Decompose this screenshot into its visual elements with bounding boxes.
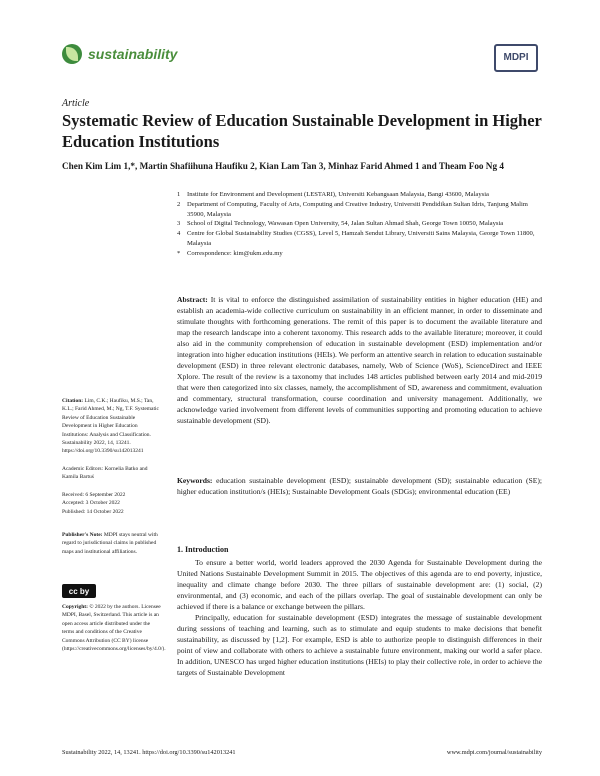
affiliation-item: 2 Department of Computing, Faculty of Arts, Computing and Creative Industry, Universiti Pendidikan Sultan Idris, Tanjung Malim 35900, Malaysia <box>177 200 528 218</box>
section-heading: 1. Introduction <box>177 545 229 554</box>
publisher-note: Publisher's Note: MDPI stays neutral with regard to jurisdictional claims in published maps and institutional affiliations. <box>62 532 158 555</box>
journal-logo <box>62 44 177 64</box>
abstract <box>177 294 542 426</box>
received-date: Received: 6 September 2022 <box>62 492 126 498</box>
abstract-label: Abstract: <box>177 295 208 304</box>
academic-editors: Academic Editors: Kornelia Batko and Kamila Bartuś <box>62 466 148 481</box>
footer-citation[interactable]: Sustainability 2022, 14, 13241. https://doi.org/10.3390/su142013241 <box>62 749 236 756</box>
abstract-text: It is vital to enforce the distinguished assimilation of sustainability entities in higher education (HE) and establish an academia-wide collective curriculum on sustainability in an efficient manner, in order to disseminate and stimulate thoughts with forthcoming generations. The remit of this paper is to document the available literature and map the research landscape into a coherent taxonomy. This research adds to the available literature; moreover, it could also aid in the community comprehension of education in sustainable development (ESD) implementation and/or integration into higher education institutions (HEIs). We perform an attentive search in relation to education sustainable development (ESD) in three relevant electronic databases, namely, Web of Science (WoS), ScienceDirect and IEEE Xplore. The result of the review is a taxonomy that includes 148 articles published between early 2014 and mid-2019 that were then categorized into six classes, namely, the accomplishment of SD, awareness and commitment, evaluation and commentary, structural transformation, course coordination and university management. Additionally, we acknowledge varied involvement from different levels of communities supporting and promoting education to achieve sustainable development (SD). <box>177 295 542 425</box>
citation: Citation: Lim, C.K.; Haufiku, M.S.; Tan, K.L.; Farid Ahmed, M.; Ng, T.F. Systematic Review of Education Sustainable Development in Higher Education Institutions: Analysis and Classification. Sustainability 2022, 14, 13241. https://doi.org/10.3390/su142013241 <box>62 398 159 455</box>
accepted-date: Accepted: 3 October 2022 <box>62 500 120 507</box>
paragraph: To ensure a better world, world leaders approved the 2030 Agenda for Sustainable Development during the United Nations Sustainable Development Summit in 2015. The objectives of this agenda are to end poverty, injustice, inequality and climate change before 2030. The three pillars of sustainable development are: (1) social, (2) environmental, and (3) economic, and each of the pillars overlap. The goal of sustainable development can only be achieved if there is a balance or exchange between the pillars. <box>177 558 542 611</box>
affiliations <box>177 190 542 259</box>
leaf-icon <box>62 44 82 64</box>
published-date: Published: 14 October 2022 <box>62 508 124 515</box>
cc-by-license-icon[interactable]: cc by <box>62 584 96 598</box>
affiliation-item: 1 Institute for Environment and Development (LESTARI), Universiti Kebangsaan Malaysia, Bangi 43600, Malaysia <box>177 191 489 198</box>
journal-name: sustainability <box>88 46 178 62</box>
keywords <box>177 475 542 497</box>
correspondence: * Correspondence: kim@ukm.edu.my <box>177 249 283 257</box>
footer-url[interactable]: www.mdpi.com/journal/sustainability <box>446 749 542 756</box>
introduction-text <box>177 557 542 678</box>
author-list: Chen Kim Lim 1,*, Martin Shafiihuna Haufiku 2, Kian Lam Tan 3, Minhaz Farid Ahmed 1 and Theam Foo Ng 4 <box>62 161 504 171</box>
keywords-text: education sustainable development (ESD); sustainable development (SD); sustainable education (SE); higher education institution/s (HEIs); Sustainable Development Goals (SDGs); environmental education (EE) <box>177 476 542 496</box>
paragraph: Principally, education for sustainable development (ESD) integrates the message of sustainable development during sessions of teaching and learning, such as to stimulate and equip students to make decisions that benefit sustainability, as discussed by [1,2]. For example, ESD is able to authorize people to distinguish differences in their point of view and collaborate with others to achieve a sustainable future environment, making our world a safer place. In addition, UNESCO has urged higher education institutions (HEIs) to play their collective role, in order to achieve the targets of Sustainable Development <box>177 613 542 677</box>
paper-title: Systematic Review of Education Sustainable Development in Higher Education Institutions <box>62 111 542 151</box>
copyright: Copyright: © 2022 by the authors. Licensee MDPI, Basel, Switzerland. This article is an open access article distributed under the terms and conditions of the Creative Commons Attribution (CC BY) license (https://creativecommons.org/licenses/by/4.0/). <box>62 604 166 653</box>
article-type: Article <box>62 98 90 109</box>
dates <box>62 491 162 516</box>
mdpi-badge: MDPI <box>494 44 538 72</box>
publisher-logo <box>494 44 538 72</box>
keywords-label: Keywords: <box>177 476 213 485</box>
page-footer <box>62 749 542 756</box>
affiliation-item: 3 School of Digital Technology, Wawasan Open University, 54, Jalan Sultan Ahmad Shah, George Town 10050, Malaysia <box>177 220 504 228</box>
affiliation-item: 4 Centre for Global Sustainability Studies (CGSS), Level 5, Hamzah Sendut Library, Universiti Sains Malaysia, George Town 11800, Malaysia <box>177 230 535 247</box>
